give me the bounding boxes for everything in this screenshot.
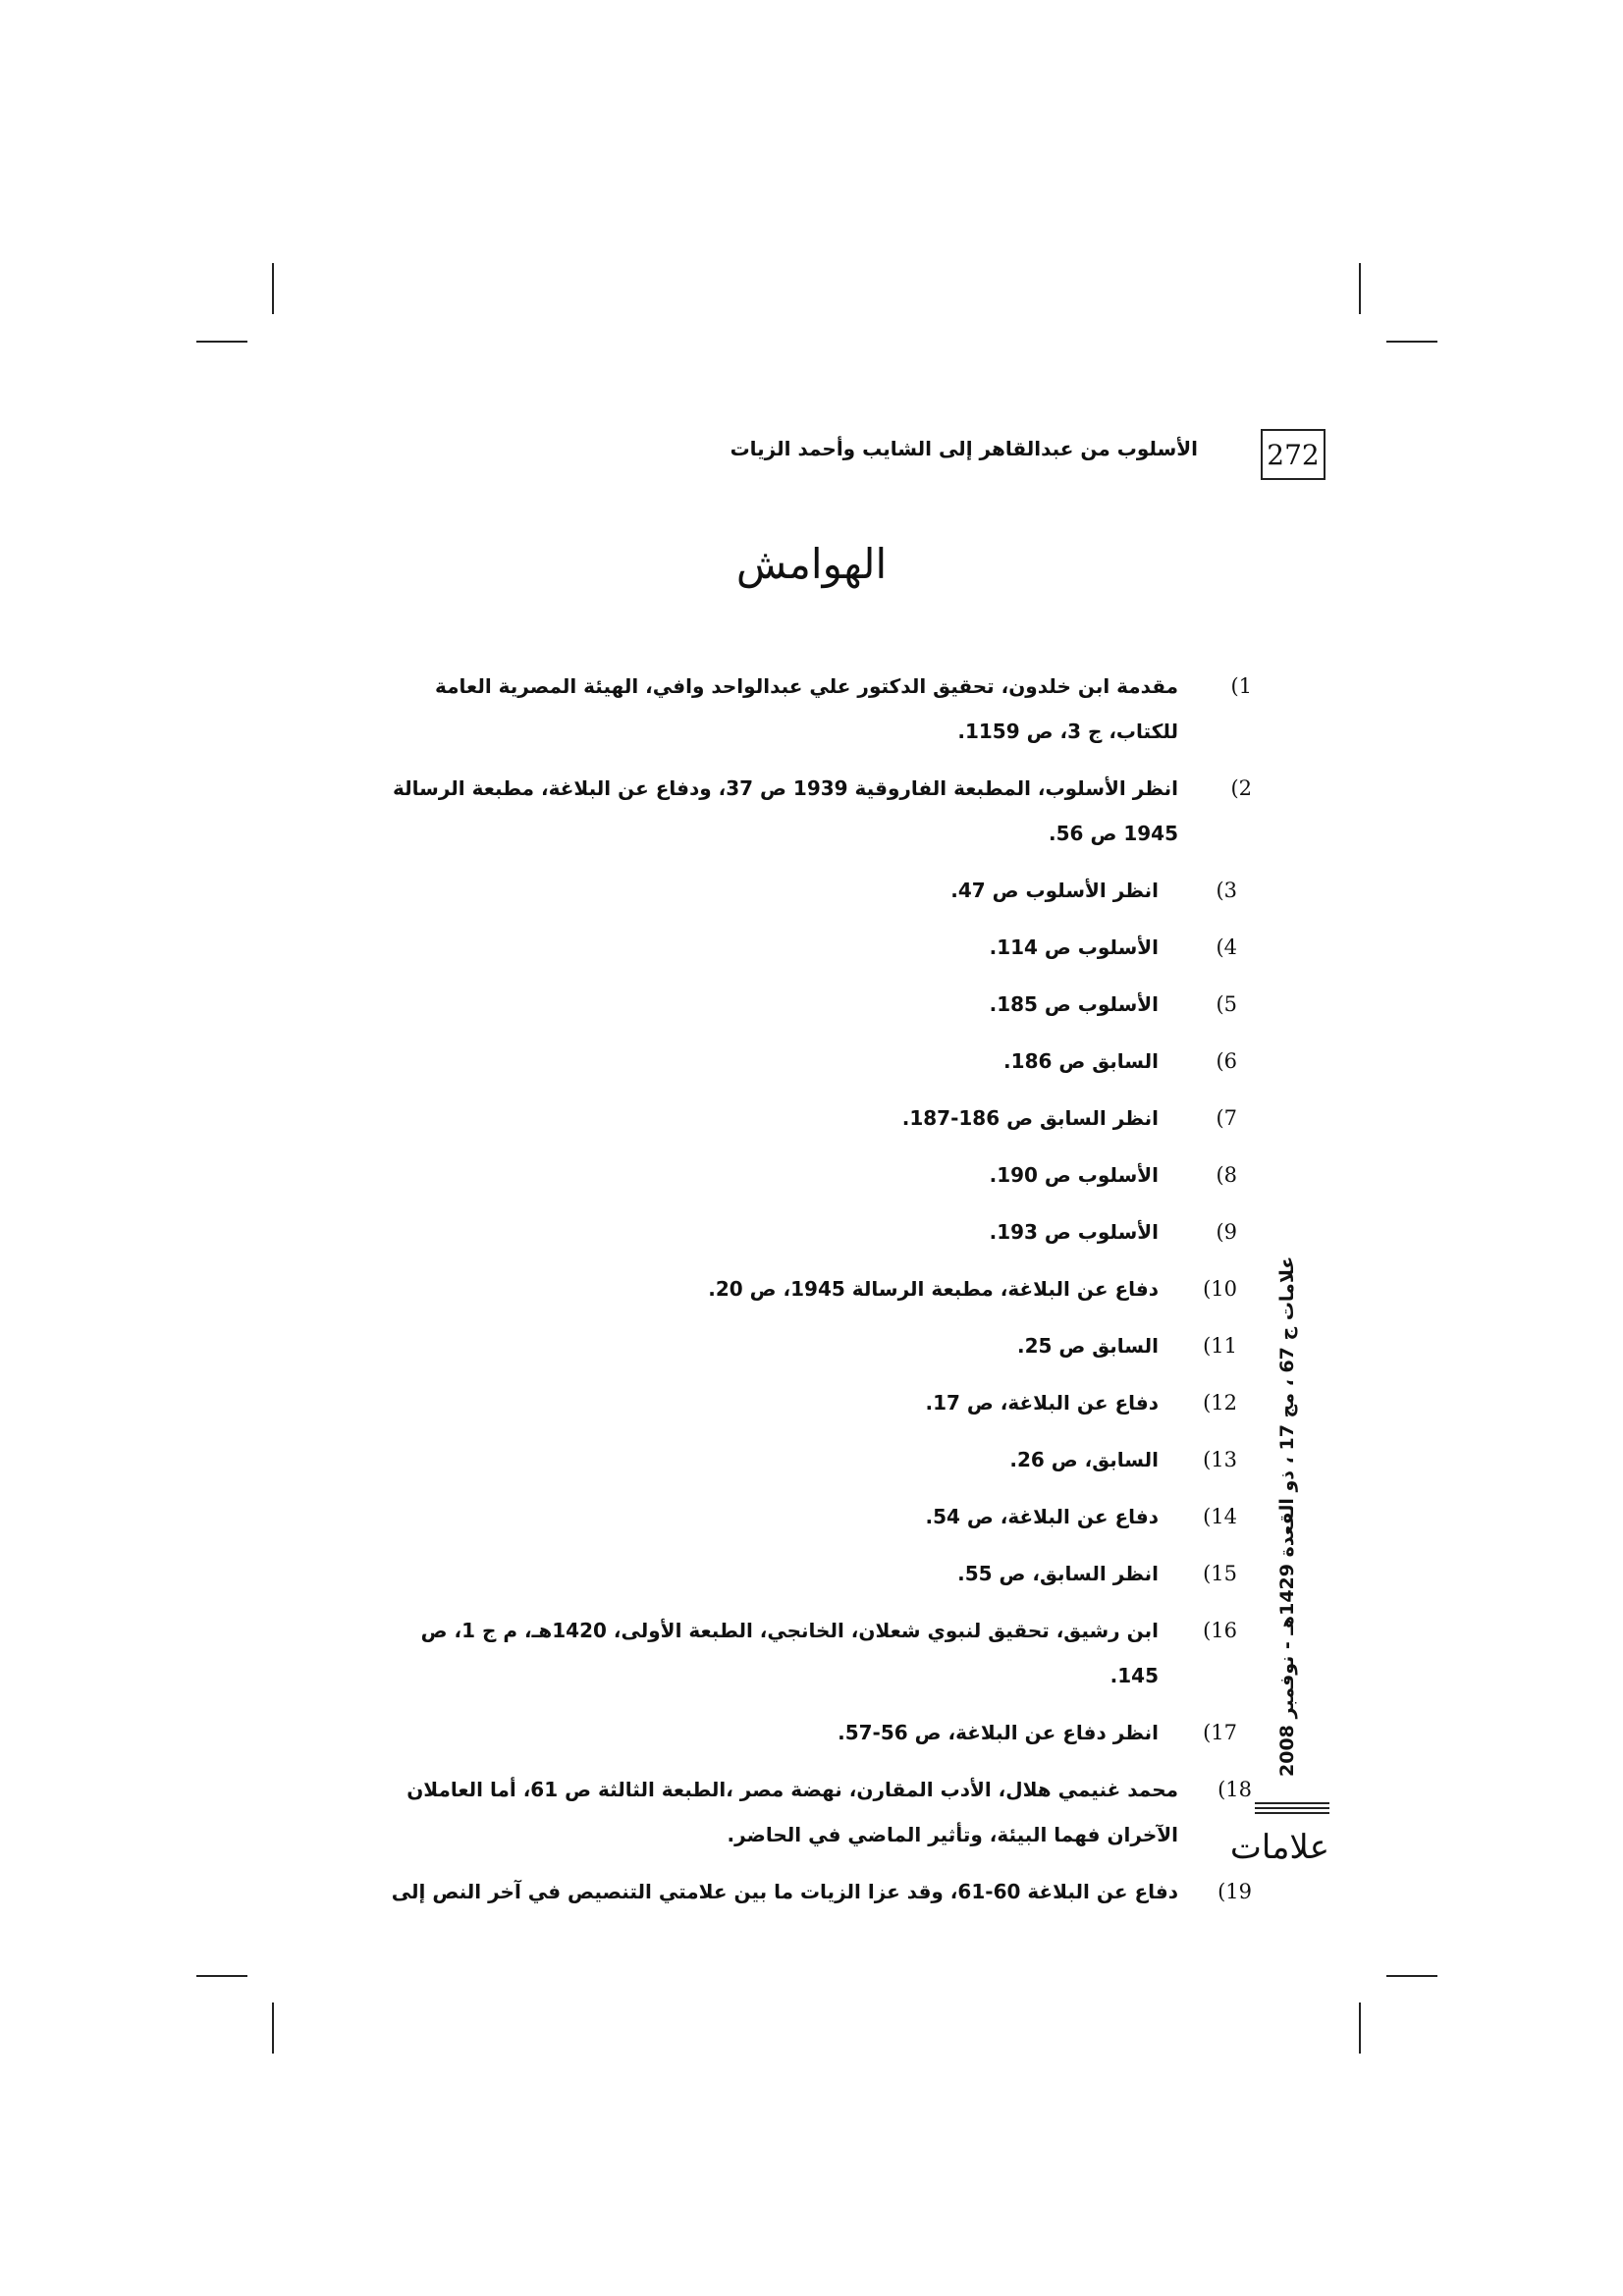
footnote-item [373, 1551, 1252, 1596]
footnote-item [373, 1152, 1252, 1198]
footnote-item [373, 1869, 1252, 1914]
crop-mark [1359, 263, 1361, 314]
footnote-number: (5 [1216, 992, 1237, 1016]
footnote-item [373, 1323, 1252, 1368]
crop-mark [1359, 2002, 1361, 2054]
footnote-text: انظر السابق ص 186-187. [901, 1106, 1159, 1130]
footnote-item [373, 868, 1252, 913]
footnote-item [373, 1039, 1252, 1084]
footnote-text: دفاع عن البلاغة، ص 17. [925, 1391, 1159, 1415]
footnote-number: (16 [1203, 1619, 1237, 1642]
footnote-number: (15 [1203, 1562, 1237, 1585]
footnote-number: (6 [1216, 1049, 1237, 1073]
footnote-number: (19 [1217, 1880, 1252, 1903]
section-title: الهوامش [735, 540, 888, 588]
footnote-text: انظر دفاع عن البلاغة، ص 56-57. [838, 1721, 1159, 1744]
footnote-number: (10 [1203, 1277, 1237, 1301]
footnote-item [373, 664, 1252, 754]
footnote-number: (1 [1230, 674, 1252, 698]
crop-mark [196, 341, 247, 343]
footnote-item [373, 1437, 1252, 1482]
footnote-item [373, 982, 1252, 1027]
crop-mark [272, 2002, 274, 2054]
footnote-text: ابن رشيق، تحقيق لنبوي شعلان، الخانجي، الطبعة الأولى، 1420هـ، م ج 1، ص 145. [420, 1619, 1159, 1687]
footnote-text: السابق ص 186. [1003, 1049, 1159, 1073]
journal-info: علامات ج 67 ، مج 17 ، ذو القعدة 1429هـ - نوفمبر 2008 [1276, 1255, 1298, 1777]
footnote-number: (3 [1216, 879, 1237, 902]
footnote-item [373, 1767, 1252, 1857]
crop-mark [196, 1975, 247, 1977]
footnote-item [373, 1209, 1252, 1255]
footnote-number: (7 [1216, 1106, 1237, 1130]
footnote-text: انظر الأسلوب ص 47. [950, 879, 1159, 902]
divider [1255, 1807, 1329, 1809]
footnote-text: دفاع عن البلاغة، ص 54. [925, 1505, 1159, 1528]
crop-mark [1386, 1975, 1437, 1977]
footnote-item [373, 1380, 1252, 1425]
footnote-number: (9 [1216, 1220, 1237, 1244]
footnote-item [373, 766, 1252, 856]
footnote-number: (14 [1203, 1505, 1237, 1528]
divider [1255, 1802, 1329, 1804]
footnote-number: (17 [1203, 1721, 1237, 1744]
running-title: الأسلوب من عبدالقاهر إلى الشايب وأحمد الزيات [730, 437, 1198, 460]
footnote-text: الأسلوب ص 185. [989, 992, 1159, 1016]
footnote-text: الأسلوب ص 190. [989, 1163, 1159, 1187]
footnote-item [373, 925, 1252, 970]
footnote-text: الأسلوب ص 193. [989, 1220, 1159, 1244]
footnote-text: دفاع عن البلاغة 60-61، وقد عزا الزيات ما بين علامتي التنصيص في آخر النص إلى [391, 1880, 1178, 1903]
footnote-item [373, 1608, 1252, 1698]
footnote-text: انظر السابق، ص 55. [957, 1562, 1159, 1585]
footnote-item [373, 1095, 1252, 1141]
crop-mark [1386, 341, 1437, 343]
footnote-number: (4 [1216, 935, 1237, 959]
page-header [373, 429, 1325, 484]
footnote-text: دفاع عن البلاغة، مطبعة الرسالة 1945، ص 20. [708, 1277, 1159, 1301]
footnote-text: محمد غنيمي هلال، الأدب المقارن، نهضة مصر ،الطبعة الثالثة ص 61، أما العاملان الآخران فهما البيئة، وتأثير الماضي في الحاضر. [406, 1778, 1178, 1846]
divider [1255, 1812, 1329, 1814]
footnote-number: (2 [1230, 776, 1252, 800]
footnote-text: مقدمة ابن خلدون، تحقيق الدكتور علي عبدالواحد وافي، الهيئة المصرية العامة للكتاب، ج 3، ص 1159. [435, 674, 1178, 743]
crop-mark [272, 263, 274, 314]
footnote-text: السابق ص 25. [1016, 1334, 1159, 1358]
journal-logo: علامات [1229, 1828, 1329, 1867]
footnote-number: (11 [1203, 1334, 1237, 1358]
footnote-text: الأسلوب ص 114. [989, 935, 1159, 959]
page-number: 272 [1261, 429, 1325, 480]
footnote-item [373, 1266, 1252, 1311]
footnote-number: (18 [1217, 1778, 1252, 1801]
footnote-number: (13 [1203, 1448, 1237, 1471]
footnote-number: (12 [1203, 1391, 1237, 1415]
footnote-text: السابق، ص 26. [1009, 1448, 1159, 1471]
footnote-item [373, 1494, 1252, 1539]
footnote-item [373, 1710, 1252, 1755]
footnote-text: انظر الأسلوب، المطبعة الفاروقية 1939 ص 37، ودفاع عن البلاغة، مطبعة الرسالة 1945 ص 56. [393, 776, 1178, 845]
footnotes-list [373, 664, 1252, 1926]
footnote-number: (8 [1216, 1163, 1237, 1187]
